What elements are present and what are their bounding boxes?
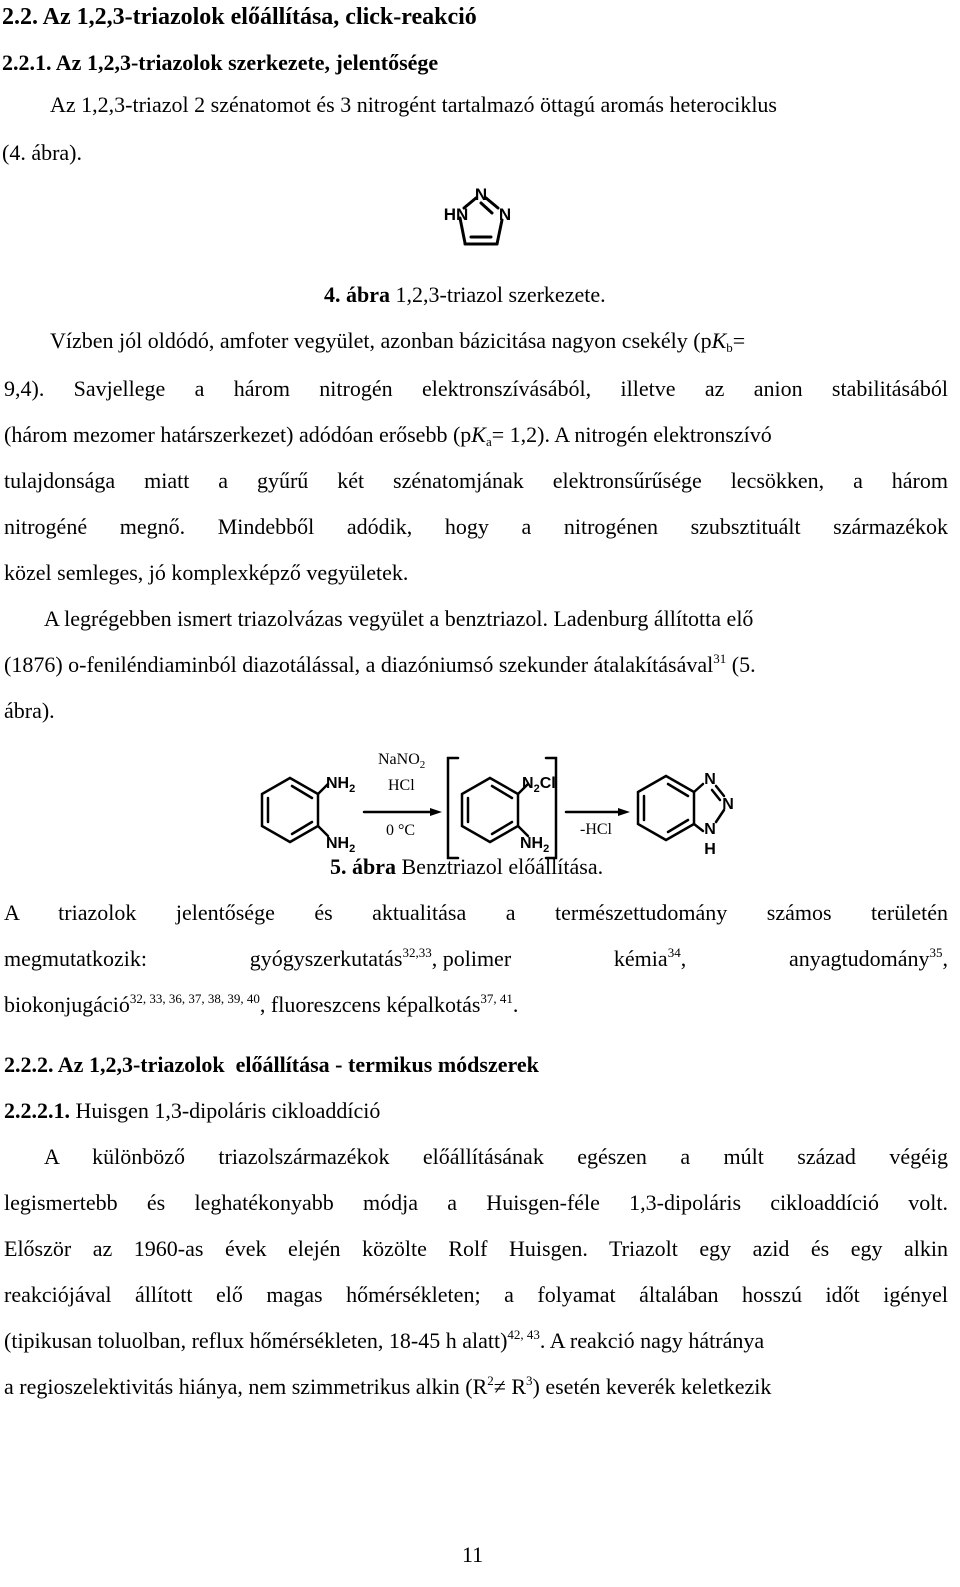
condition-label: 0 °C <box>386 822 416 839</box>
atom-label: N <box>722 796 734 813</box>
bracket-left <box>448 758 458 858</box>
page-number: 11 <box>462 1542 484 1567</box>
paragraph-line: Az 1,2,3-triazol 2 szénatomot és 3 nitrogént tartalmazó öttagú aromás heterociklus <box>50 92 777 117</box>
paragraph-line: biokonjugáció$^{32, 33, 36, 37, 38, 39, 40}$, fluoreszcens képalkotás$^{37, 41}$. <box>4 991 519 1017</box>
paragraph-line: (három mezomer határszerkezet) adódóan erősebb $(pK_a= 1,2)$. A nitrogén elektronszívó <box>4 422 772 449</box>
section-heading-2-2: 2.2. Az 1,2,3-triazolok előállítása, click-reakció <box>2 4 477 30</box>
paragraph-line: A legrégebben ismert triazolvázas vegyület a benztriazol. Ladenburg állította elő <box>44 606 754 631</box>
paragraph-line: (1876) o-feniléndiaminból diazotálással, a diazóniumsó szekunder átalakításával$^{31}$ (5. <box>4 651 756 677</box>
paragraph-line: megmutatkozik: gyógyszerkutatás$^{32,33}$, polimer kémia$^{34}$, anyagtudomány$^{35}$, <box>4 945 948 971</box>
paragraph-line: ábra). <box>4 698 55 723</box>
section-heading-2-2-2-1: 2.2.2.1. Huisgen 1,3-dipoláris cikloaddíció <box>4 1098 381 1123</box>
section-heading-2-2-2: 2.2.2. Az 1,2,3-triazolok előállítása - termikus módszerek <box>4 1052 539 1077</box>
paragraph-line: 9,4). Savjellege a három nitrogén elektronszívásából, illetve az anion stabilitásából <box>4 376 948 401</box>
figure-caption: 5. ábra Benztriazol előállítása. <box>330 854 604 879</box>
bond <box>486 198 498 208</box>
byproduct-label: -HCl <box>580 821 612 838</box>
paragraph-line: közel semleges, jó komplexképző vegyületek. <box>4 560 409 585</box>
bond <box>694 824 703 831</box>
atom-label: N <box>498 205 512 224</box>
atom-label: HN <box>443 205 469 224</box>
paragraph-line: legismertebb és leghatékonyabb módja a Huisgen-féle 1,3-dipoláris cikloaddíció volt. <box>4 1190 948 1215</box>
triazole-structure <box>420 180 540 255</box>
paragraph-line: reakciójával állított elő magas hőmérsékleten; a folyamat általában hosszú időt igényel <box>4 1282 948 1307</box>
reagent-label: HCl <box>388 777 415 794</box>
paragraph-line: a regioszelektivitás hiánya, nem szimmetrikus alkin $(R^2\ne R^3)$ esetén keverék keletkezik <box>4 1373 772 1399</box>
bond <box>481 203 492 213</box>
bond <box>694 784 703 792</box>
atom-label: $NH_2$ <box>520 835 550 855</box>
section-heading-2-2-1: 2.2.1. Az 1,2,3-triazolok szerkezete, jelentősége <box>2 50 439 75</box>
paragraph-line: nitrogéné megnő. Mindebből adódik, hogy a nitrogénen szubsztituált származékok <box>4 514 948 539</box>
atom-label: N <box>474 185 488 204</box>
paragraph-line: Először az 1960-as évek elején közölte Rolf Huisgen. Triazolt egy azid és egy alkin <box>4 1236 948 1261</box>
reagent-label: NaNO$_2$ <box>378 751 426 771</box>
paragraph-line: (tipikusan toluolban, reflux hőmérsékleten, 18-45 h alatt)$^{42, 43}$. A reakció nagy hátránya <box>4 1327 765 1353</box>
benzotriazole-synthesis-scheme <box>0 740 960 858</box>
atom-label: N <box>704 821 716 838</box>
benzene-ring <box>262 778 318 842</box>
paragraph-line: (4. ábra). <box>2 140 83 165</box>
paragraph-line: A triazolok jelentősége és aktualitása a természettudomány számos területén <box>4 900 948 925</box>
figure-caption: 4. ábra 1,2,3-triazol szerkezete. <box>324 282 606 307</box>
paragraph-line: Vízben jól oldódó, amfoter vegyület, azonban bázicitása nagyon csekély ($pK_b=$ <box>50 328 746 355</box>
paragraph-line: tulajdonsága miatt a gyűrű két szénatomjának elektronsűrűsége lecsökken, a három <box>4 468 948 493</box>
atom-label: $N_2Cl$ <box>522 775 556 795</box>
atom-label: $NH_2$ <box>326 835 356 855</box>
benzene-ring <box>462 778 518 842</box>
benzene-ring <box>638 776 694 840</box>
atom-label: H <box>704 841 716 858</box>
paragraph-line: A különböző triazolszármazékok előállításának egészen a múlt század végéig <box>44 1144 948 1169</box>
atom-label: N <box>704 771 716 788</box>
atom-label: $NH_2$ <box>326 775 356 795</box>
